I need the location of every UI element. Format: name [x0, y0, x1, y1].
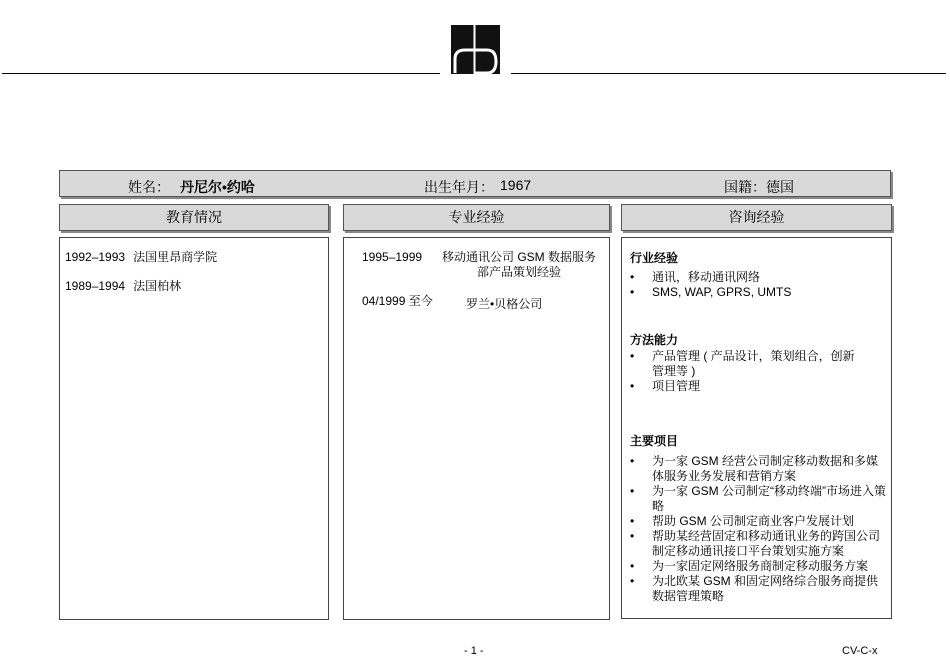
rb-logo: [451, 25, 500, 74]
nationality: 国籍：德国: [724, 179, 794, 195]
document-code: CV-C-x: [842, 645, 878, 657]
bullet-icon: •: [630, 379, 635, 393]
education-row: [65, 279, 181, 294]
list-item: • 项目管理: [630, 379, 701, 393]
name-value: 丹尼尔•约哈: [180, 179, 255, 195]
birth-label: 出生年月：: [424, 179, 494, 195]
list-item: • 为北欧某 GSM 和固定网络综合服务商提供数据管理策略: [630, 574, 879, 603]
name-label: 姓名：: [128, 179, 170, 195]
list-item: • 通讯，移动通讯网络: [630, 270, 761, 284]
list-item: • 帮助某经营固定和移动通讯业务的跨国公司制定移动通讯接口平台策划实施方案: [630, 529, 881, 558]
projects-list: [630, 454, 888, 604]
birth-value: 1967: [500, 177, 532, 193]
projects-title: 主要项目: [630, 434, 679, 448]
education-box: [59, 237, 329, 620]
list-item: • 产品管理 ( 产品设计，策划组合，创新管理等 ): [630, 349, 855, 378]
bullet-icon: •: [630, 285, 635, 299]
method-title: 方法能力: [630, 333, 679, 347]
experience-year: 1995–1999: [362, 250, 423, 264]
bullet-icon: •: [630, 349, 635, 363]
header-rule-right: [511, 73, 946, 74]
bullet-icon: •: [630, 454, 635, 468]
industry-list: [630, 270, 886, 300]
list-item: • SMS, WAP, GPRS, UMTS: [630, 285, 792, 299]
experience-desc: 罗兰•贝格公司: [466, 297, 543, 311]
list-item: • 为一家 GSM 经营公司制定移动数据和多媒体服务业务发展和营销方案: [630, 454, 879, 483]
education-year: 1989–1994: [65, 279, 126, 293]
bullet-icon: •: [630, 559, 635, 573]
education-row: [65, 250, 217, 265]
list-item: • 为一家 GSM 公司制定“移动终端”市场进入策略: [630, 484, 886, 513]
page-number: - 1 -: [464, 645, 484, 657]
list-item: • 帮助 GSM 公司制定商业客户发展计划: [630, 514, 855, 528]
bullet-icon: •: [630, 514, 635, 528]
bullet-icon: •: [630, 270, 635, 284]
rb-logo-icon: [451, 25, 500, 74]
personal-info-bar: [59, 170, 891, 197]
industry-title: 行业经验: [630, 251, 679, 265]
consulting-header: 咨询经验: [621, 204, 892, 231]
experience-box: [343, 237, 610, 620]
list-item: • 为一家固定网络服务商制定移动服务方案: [630, 559, 869, 573]
experience-desc: 移动通讯公司 GSM 数据服务部产品策划经验: [442, 250, 597, 279]
education-header: 教育情况: [59, 204, 329, 231]
education-year: 1992–1993: [65, 250, 126, 264]
education-school: 法国里昂商学院: [133, 250, 218, 264]
experience-year: 04/1999 至今: [362, 294, 433, 308]
bullet-icon: •: [630, 529, 635, 543]
header-rule-left: [2, 73, 440, 74]
method-list: [630, 349, 862, 394]
consulting-box: [621, 237, 892, 619]
education-school: 法国柏林: [133, 279, 182, 293]
bullet-icon: •: [630, 484, 635, 498]
bullet-icon: •: [630, 574, 635, 588]
experience-header: 专业经验: [343, 204, 610, 231]
